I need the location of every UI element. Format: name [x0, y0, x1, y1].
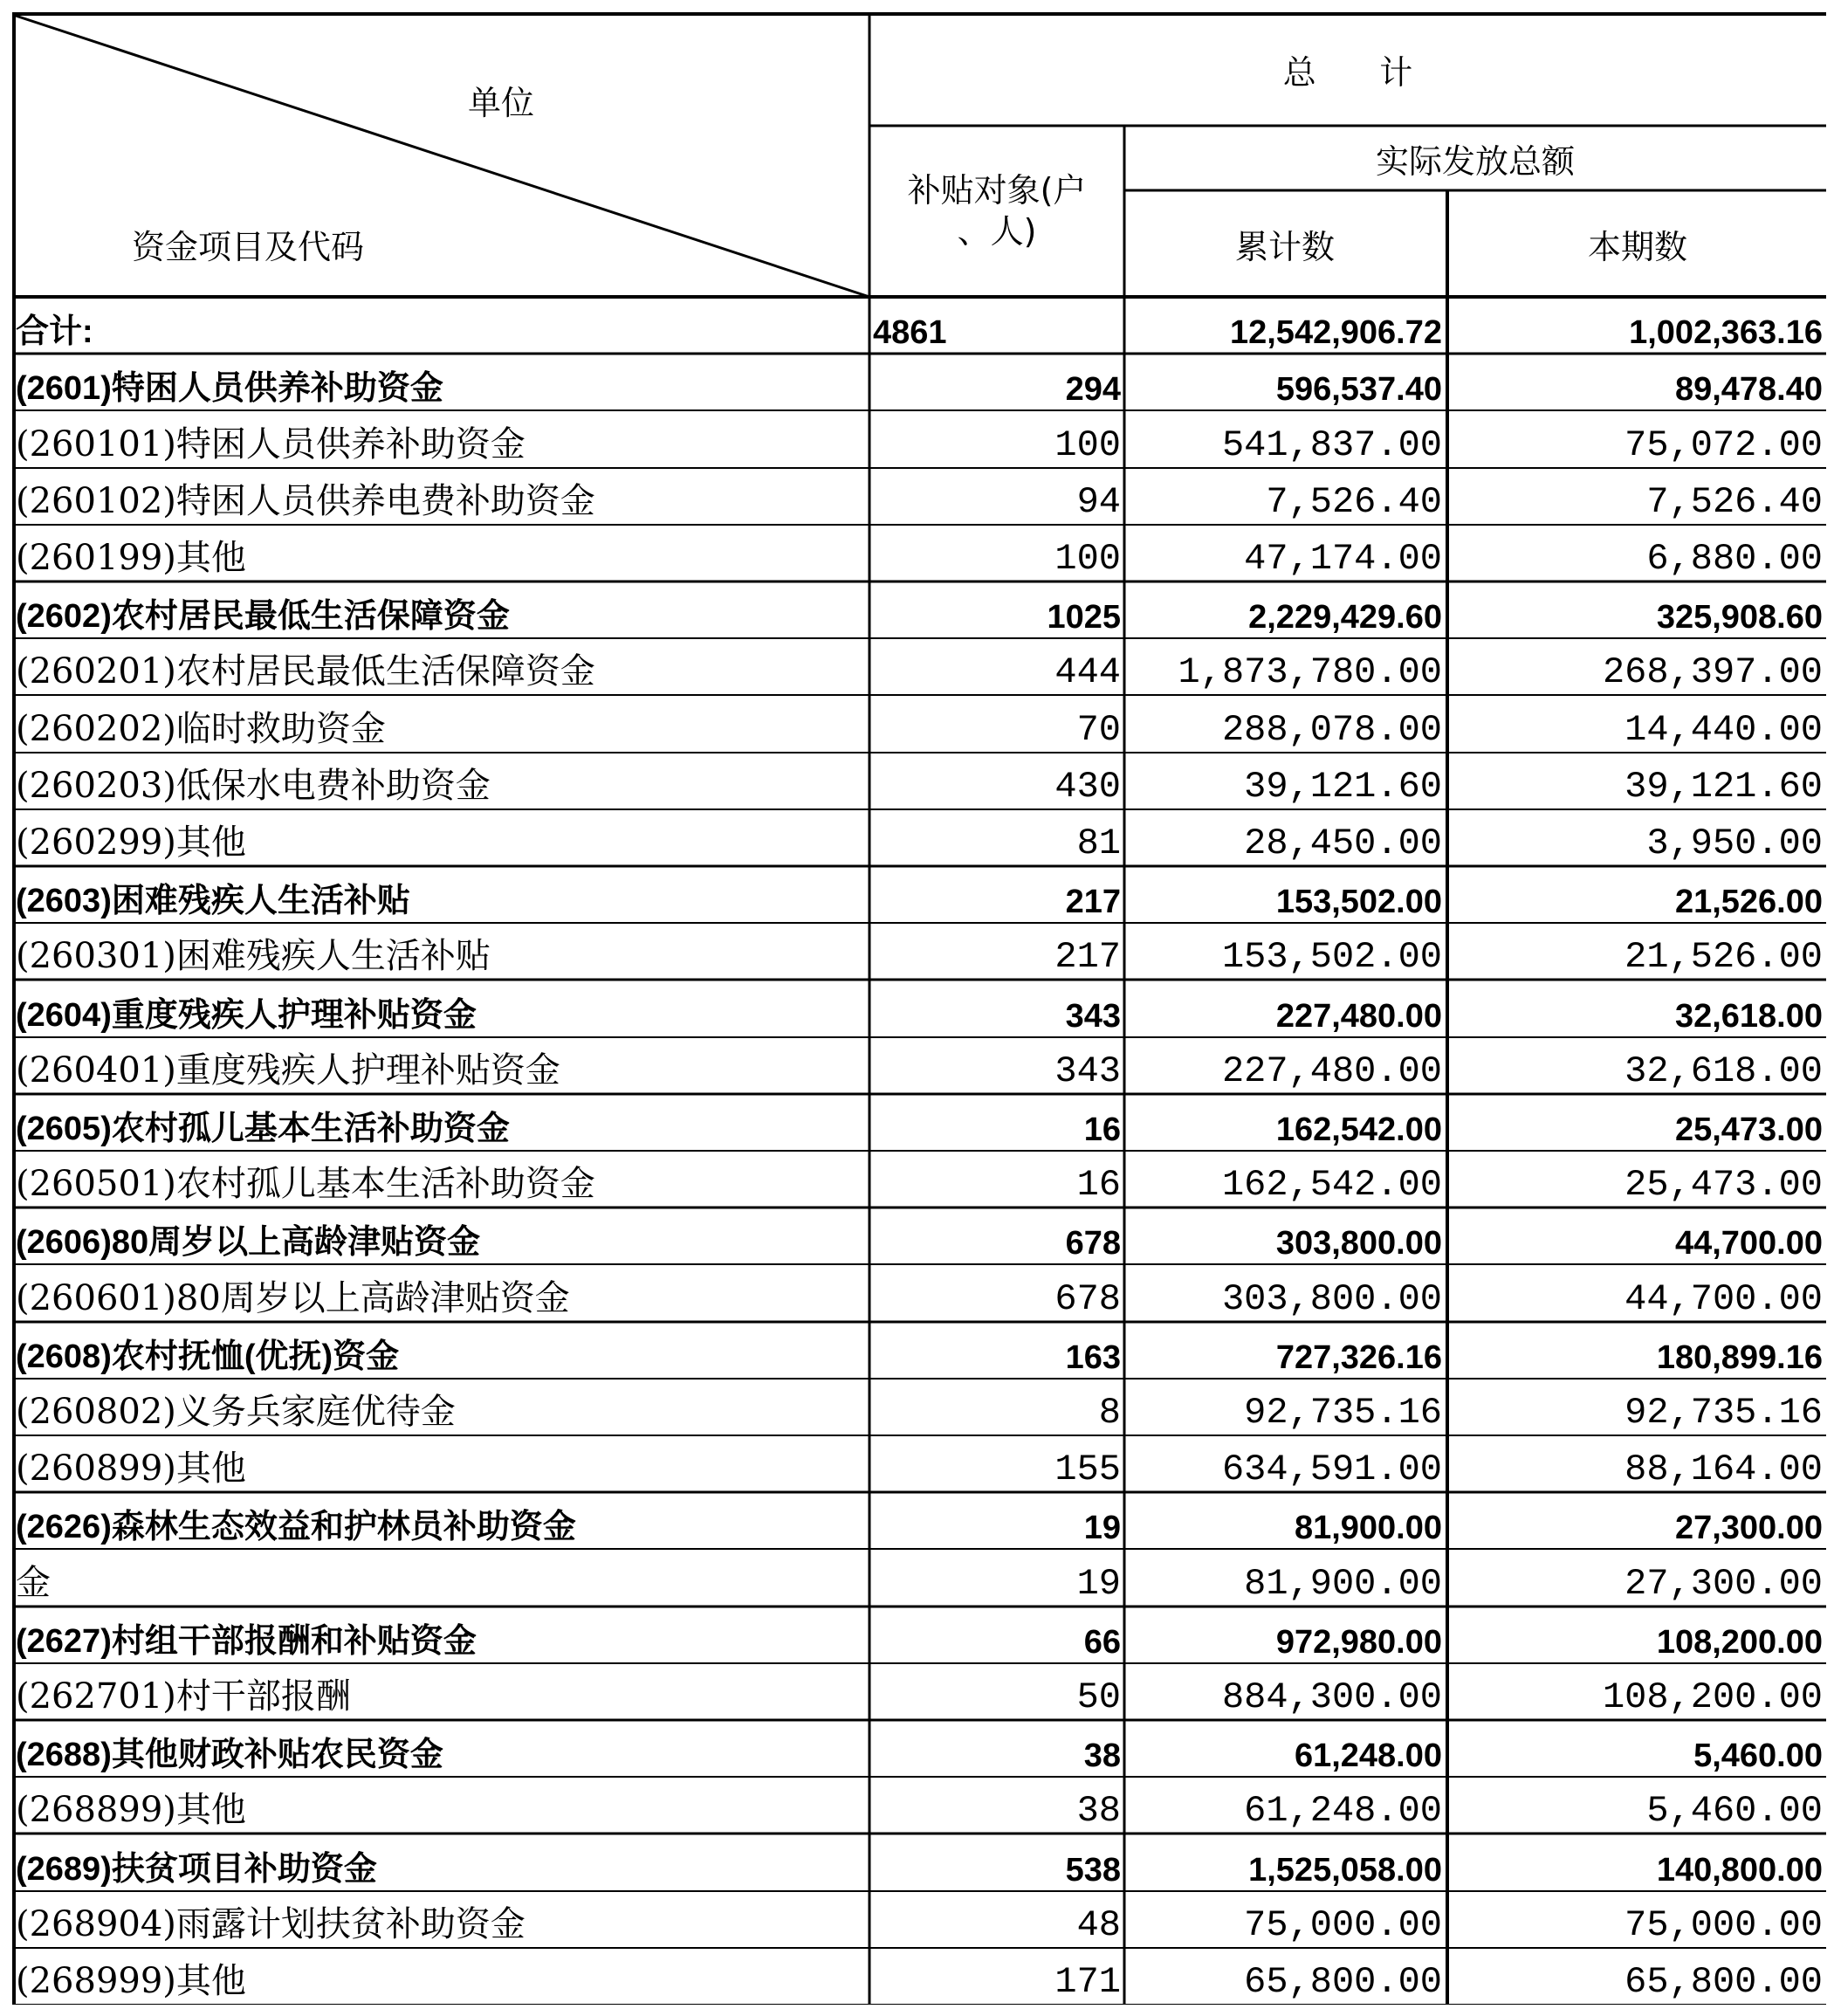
row-cumulative: 227,480.00	[1221, 1049, 1442, 1092]
row-recipients: 217	[1065, 884, 1121, 921]
row-recipients: 38	[1076, 1790, 1121, 1833]
row-recipients: 155	[1054, 1448, 1121, 1491]
corner-header-fund-item: 资金项目及代码	[131, 227, 364, 266]
row-label: (2626)森林生态效益和护林员补助资金	[16, 1509, 576, 1546]
row-label: (260201)农村居民最低生活保障资金	[16, 651, 595, 692]
row-recipients: 444	[1054, 651, 1121, 694]
row-current: 39,121.60	[1624, 765, 1823, 808]
row-recipients: 163	[1065, 1338, 1121, 1376]
row-label: (2627)村组干部报酬和补贴资金	[16, 1622, 477, 1660]
row-cumulative: 727,326.16	[1275, 1338, 1442, 1376]
row-current: 6,880.00	[1646, 537, 1823, 580]
row-recipients: 50	[1076, 1675, 1121, 1718]
row-current: 88,164.00	[1624, 1448, 1823, 1491]
header-recipients-text: 补贴对象(户 、人)	[907, 170, 1087, 251]
row-current: 108,200.00	[1602, 1675, 1823, 1718]
row-current: 75,000.00	[1624, 1903, 1823, 1946]
row-current: 14,440.00	[1624, 708, 1823, 751]
row-cumulative: 39,121.60	[1244, 765, 1442, 808]
row-current: 92,735.16	[1624, 1391, 1823, 1434]
row-current: 44,700.00	[1624, 1277, 1823, 1320]
row-cumulative: 303,800.00	[1221, 1277, 1442, 1320]
row-current: 27,300.00	[1624, 1562, 1823, 1605]
row-label: (260299)其他	[16, 822, 246, 863]
row-current: 44,700.00	[1674, 1225, 1823, 1263]
row-recipients: 16	[1076, 1164, 1121, 1207]
header-total: 总 计	[1282, 52, 1413, 92]
row-current: 32,618.00	[1674, 997, 1823, 1035]
row-label: (268999)其他	[16, 1960, 246, 2001]
row-cumulative: 884,300.00	[1221, 1675, 1442, 1718]
row-recipients: 19	[1076, 1562, 1121, 1605]
row-recipients: 48	[1076, 1903, 1121, 1946]
row-label: 金	[16, 1562, 51, 1603]
row-cumulative: 81,900.00	[1244, 1562, 1442, 1605]
row-label: (260501)农村孤儿基本生活补助资金	[16, 1164, 595, 1205]
corner-header-unit: 单位	[467, 83, 534, 122]
header-cumulative: 累计数	[1234, 227, 1335, 266]
row-label: (268904)雨露计划扶贫补助资金	[16, 1903, 525, 1944]
row-cumulative: 1,525,058.00	[1248, 1851, 1442, 1889]
row-label: 合计:	[16, 313, 93, 351]
row-cumulative: 12,542,906.72	[1229, 314, 1442, 352]
row-cumulative: 972,980.00	[1275, 1623, 1442, 1661]
row-label: (2604)重度残疾人护理补贴资金	[16, 996, 477, 1034]
row-recipients: 66	[1083, 1623, 1121, 1661]
row-cumulative: 81,900.00	[1294, 1510, 1442, 1547]
row-recipients: 538	[1065, 1851, 1121, 1889]
row-recipients: 171	[1054, 1960, 1121, 2003]
row-label: (260102)特困人员供养电费补助资金	[16, 480, 595, 521]
row-current: 25,473.00	[1674, 1111, 1823, 1148]
row-recipients: 4861	[873, 314, 947, 352]
row-cumulative: 61,248.00	[1244, 1790, 1442, 1833]
row-recipients: 19	[1083, 1510, 1121, 1547]
row-cumulative: 162,542.00	[1275, 1111, 1442, 1148]
row-cumulative: 28,450.00	[1244, 822, 1442, 864]
row-cumulative: 65,800.00	[1244, 1960, 1442, 2003]
row-current: 3,950.00	[1646, 822, 1823, 864]
row-label: (260401)重度残疾人护理补贴资金	[16, 1049, 560, 1091]
row-cumulative: 2,229,429.60	[1248, 599, 1442, 636]
row-current: 65,800.00	[1624, 1960, 1823, 2003]
row-recipients: 94	[1076, 480, 1121, 523]
row-recipients: 38	[1083, 1737, 1121, 1775]
row-cumulative: 1,873,780.00	[1178, 651, 1442, 694]
row-label: (2605)农村孤儿基本生活补助资金	[16, 1110, 510, 1147]
subsidy-table	[12, 12, 1826, 2005]
row-current: 268,397.00	[1602, 651, 1823, 694]
row-current: 325,908.60	[1656, 599, 1823, 636]
row-cumulative: 153,502.00	[1221, 936, 1442, 979]
row-recipients: 678	[1054, 1277, 1121, 1320]
row-current: 108,200.00	[1656, 1623, 1823, 1661]
row-label: (260301)困难残疾人生活补贴	[16, 936, 491, 977]
row-current: 5,460.00	[1693, 1737, 1823, 1775]
row-cumulative: 7,526.40	[1266, 480, 1442, 523]
row-recipients: 430	[1054, 765, 1121, 808]
row-recipients: 81	[1076, 822, 1121, 864]
row-cumulative: 288,078.00	[1221, 708, 1442, 751]
header-recipients	[869, 126, 1124, 297]
row-recipients: 217	[1054, 936, 1121, 979]
row-current: 32,618.00	[1624, 1049, 1823, 1092]
row-cumulative: 75,000.00	[1244, 1903, 1442, 1946]
row-label: (260899)其他	[16, 1448, 246, 1490]
row-label: (2608)农村抚恤(优抚)资金	[16, 1338, 400, 1375]
row-current: 89,478.40	[1674, 371, 1823, 409]
header-actual-total: 实际发放总额	[1375, 141, 1575, 181]
row-cumulative: 596,537.40	[1275, 371, 1442, 409]
row-recipients: 70	[1076, 708, 1121, 751]
row-label: (268899)其他	[16, 1790, 246, 1831]
row-recipients: 16	[1083, 1111, 1121, 1148]
row-label: (2688)其他财政补贴农民资金	[16, 1737, 443, 1774]
row-recipients: 1025	[1047, 599, 1121, 636]
row-label: (2606)80周岁以上高龄津贴资金	[16, 1224, 481, 1262]
row-cumulative: 227,480.00	[1275, 997, 1442, 1035]
row-label: (2602)农村居民最低生活保障资金	[16, 598, 510, 636]
row-current: 180,899.16	[1656, 1338, 1823, 1376]
row-cumulative: 541,837.00	[1221, 423, 1442, 466]
row-recipients: 100	[1054, 423, 1121, 466]
row-cumulative: 162,542.00	[1221, 1164, 1442, 1207]
row-recipients: 100	[1054, 537, 1121, 580]
row-current: 7,526.40	[1646, 480, 1823, 523]
row-cumulative: 153,502.00	[1275, 884, 1442, 921]
row-current: 140,800.00	[1656, 1851, 1823, 1889]
row-label: (260199)其他	[16, 537, 246, 578]
header-current: 本期数	[1587, 227, 1687, 266]
row-label: (260202)临时救助资金	[16, 708, 386, 749]
row-cumulative: 303,800.00	[1275, 1225, 1442, 1263]
row-label: (260101)特困人员供养补助资金	[16, 423, 525, 464]
row-recipients: 343	[1054, 1049, 1121, 1092]
row-current: 25,473.00	[1624, 1164, 1823, 1207]
row-current: 5,460.00	[1646, 1790, 1823, 1833]
row-cumulative: 92,735.16	[1244, 1391, 1442, 1434]
row-recipients: 8	[1098, 1391, 1121, 1434]
row-label: (2603)困难残疾人生活补贴	[16, 883, 410, 920]
row-label: (262701)村干部报酬	[16, 1675, 351, 1717]
row-current: 27,300.00	[1674, 1510, 1823, 1547]
row-recipients: 343	[1065, 997, 1121, 1035]
row-current: 21,526.00	[1674, 884, 1823, 921]
row-cumulative: 61,248.00	[1294, 1737, 1442, 1775]
row-current: 1,002,363.16	[1629, 314, 1823, 352]
row-label: (260802)义务兵家庭优待金	[16, 1391, 456, 1432]
row-cumulative: 634,591.00	[1221, 1448, 1442, 1491]
row-label: (2689)扶贫项目补助资金	[16, 1850, 377, 1888]
row-current: 21,526.00	[1624, 936, 1823, 979]
row-cumulative: 47,174.00	[1244, 537, 1442, 580]
row-current: 75,072.00	[1624, 423, 1823, 466]
row-label: (2601)特困人员供养补助资金	[16, 370, 443, 408]
row-label: (260601)80周岁以上高龄津贴资金	[16, 1277, 570, 1318]
row-recipients: 294	[1065, 371, 1121, 409]
row-recipients: 678	[1065, 1225, 1121, 1263]
row-label: (260203)低保水电费补助资金	[16, 765, 491, 806]
